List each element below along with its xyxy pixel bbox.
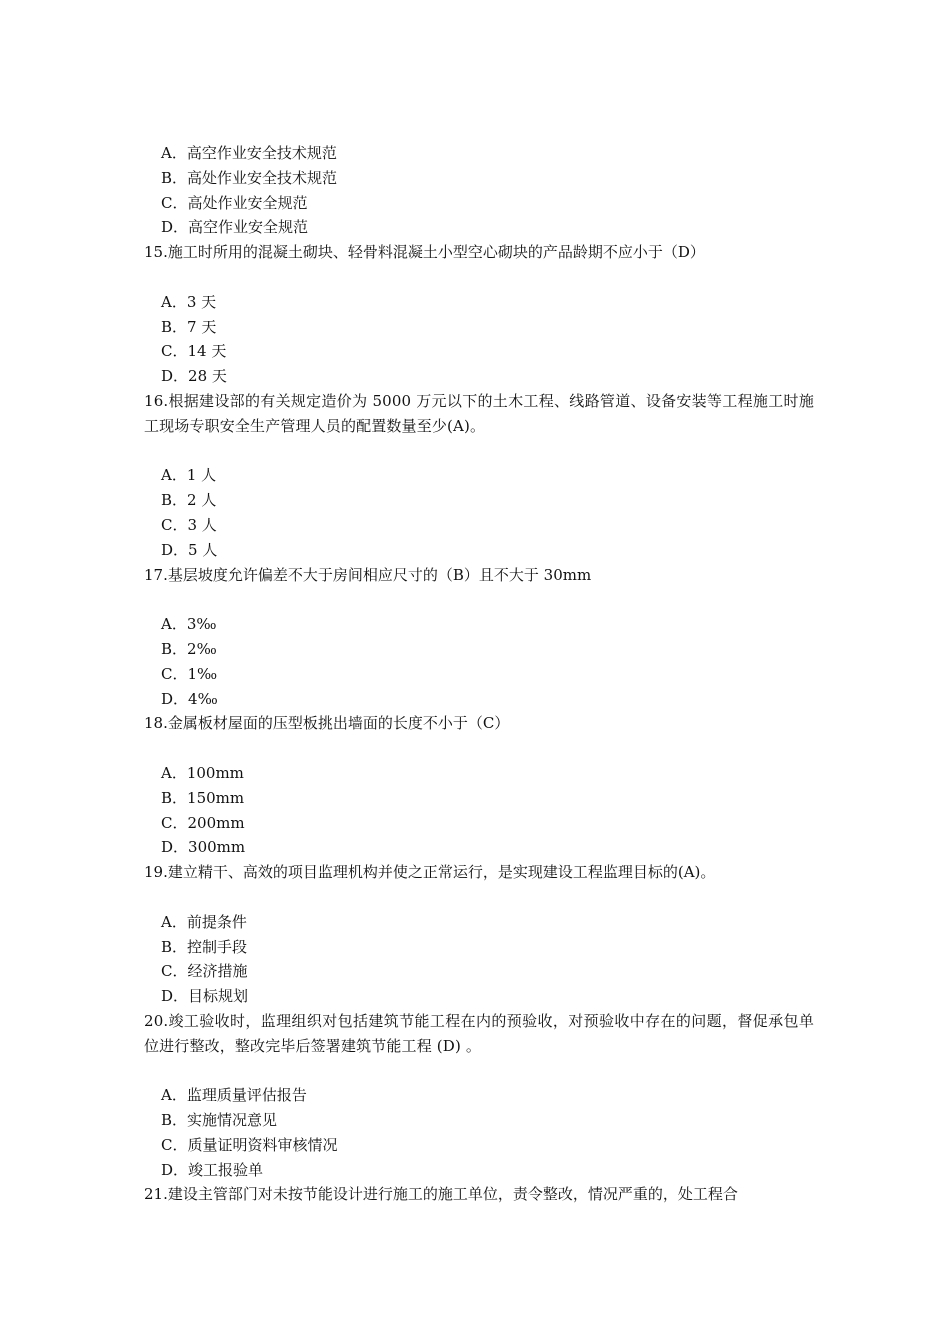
answer-option: B．7 天 [161, 317, 217, 336]
answer-option: B．实施情况意见 [161, 1111, 278, 1130]
blank-line [144, 587, 814, 612]
answer-option: A．3 天 [161, 292, 217, 311]
answer-option: C．高处作业安全规范 [161, 193, 308, 212]
blank-line [144, 885, 814, 910]
answer-option: D．5 人 [161, 540, 218, 559]
answer-option: B．2‰ [161, 639, 217, 658]
document-body [144, 141, 814, 1207]
blank-line [144, 265, 814, 290]
answer-option: A．1 人 [161, 466, 217, 485]
answer-option: A．高空作业安全技术规范 [161, 144, 337, 162]
question-text: 16.根据建设部的有关规定造价为 5000 万元以下的土木工程、线路管道、设备安装等工程施工时施工现场专职安全生产管理人员的配置数量至少(A)。 [144, 391, 814, 435]
question-text: 20.竣工验收时，监理组织对包括建筑节能工程在内的预验收，对预验收中存在的问题，督促承包单位进行整改，整改完毕后签署建筑节能工程 (D) 。 [144, 1011, 814, 1055]
answer-option: B．2 人 [161, 491, 217, 510]
blank-line [144, 736, 814, 761]
answer-option: D．4‰ [161, 689, 218, 708]
question-text: 19.建立精干、高效的项目监理机构并使之正常运行，是实现建设工程监理目标的(A)。 [144, 863, 716, 882]
question-text: 18.金属板材屋面的压型板挑出墙面的长度不小于（C） [144, 714, 510, 733]
answer-option: B．控制手段 [161, 937, 248, 956]
answer-option: A．监理质量评估报告 [161, 1086, 307, 1105]
answer-option: D．高空作业安全规范 [161, 218, 309, 237]
answer-option: C．经济措施 [161, 962, 248, 981]
answer-option: C．200mm [161, 813, 245, 832]
answer-option: D．竣工报验单 [161, 1160, 264, 1179]
answer-option: C．3 人 [161, 515, 217, 534]
answer-option: D．300mm [161, 838, 246, 857]
question-text: 15.施工时所用的混凝土砌块、轻骨料混凝土小型空心砌块的产品龄期不应小于（D） [144, 243, 705, 262]
answer-option: C．质量证明资料审核情况 [161, 1135, 338, 1154]
answer-option: B．150mm [161, 788, 245, 807]
answer-option: D．目标规划 [161, 987, 249, 1006]
answer-option: A．前提条件 [161, 912, 247, 931]
answer-option: B．高处作业安全技术规范 [161, 168, 338, 187]
answer-option: A．3‰ [161, 615, 217, 634]
blank-line [144, 439, 814, 464]
question-text: 21.建设主管部门对未按节能设计进行施工的施工单位，责令整改，情况严重的，处工程合 [144, 1185, 738, 1204]
answer-option: C．1‰ [161, 664, 218, 683]
question-text: 17.基层坡度允许偏差不大于房间相应尺寸的（B）且不大于 30mm [144, 565, 592, 584]
answer-option: D．28 天 [161, 367, 227, 386]
answer-option: C．14 天 [161, 342, 227, 361]
blank-line [144, 1058, 814, 1083]
answer-option: A．100mm [161, 763, 244, 782]
